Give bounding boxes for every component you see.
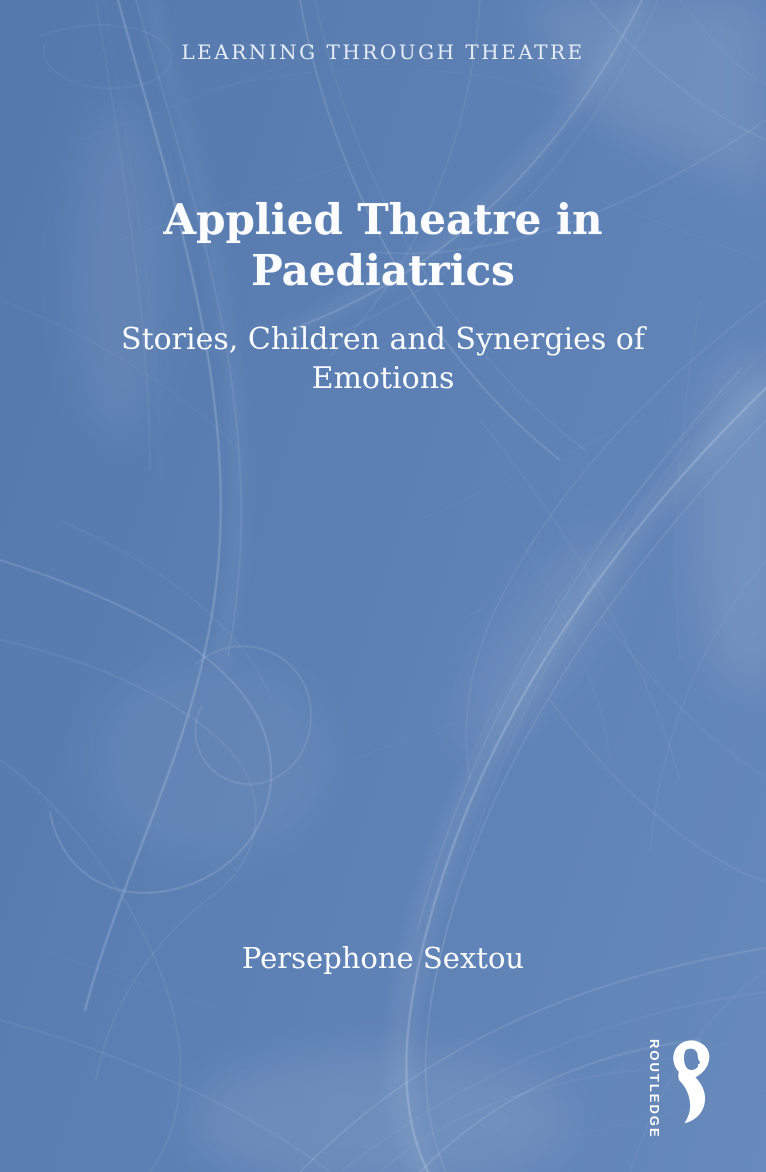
book-title-line-1: Applied Theatre in bbox=[163, 195, 603, 244]
book-subtitle-line-2: Emotions bbox=[311, 361, 455, 396]
routledge-r-icon bbox=[666, 1038, 712, 1124]
book-title-line-2: Paediatrics bbox=[251, 246, 515, 296]
series-title: LEARNING THROUGH THEATRE bbox=[181, 40, 585, 64]
author-name: Persephone Sextou bbox=[241, 941, 525, 975]
book-subtitle-line-1: Stories, Children and Synergies of bbox=[121, 322, 645, 357]
book-subtitle bbox=[83, 320, 683, 398]
book-title bbox=[123, 194, 643, 296]
routledge-logo bbox=[647, 1038, 712, 1139]
routledge-wordmark: ROUTLEDGE bbox=[647, 1039, 662, 1139]
